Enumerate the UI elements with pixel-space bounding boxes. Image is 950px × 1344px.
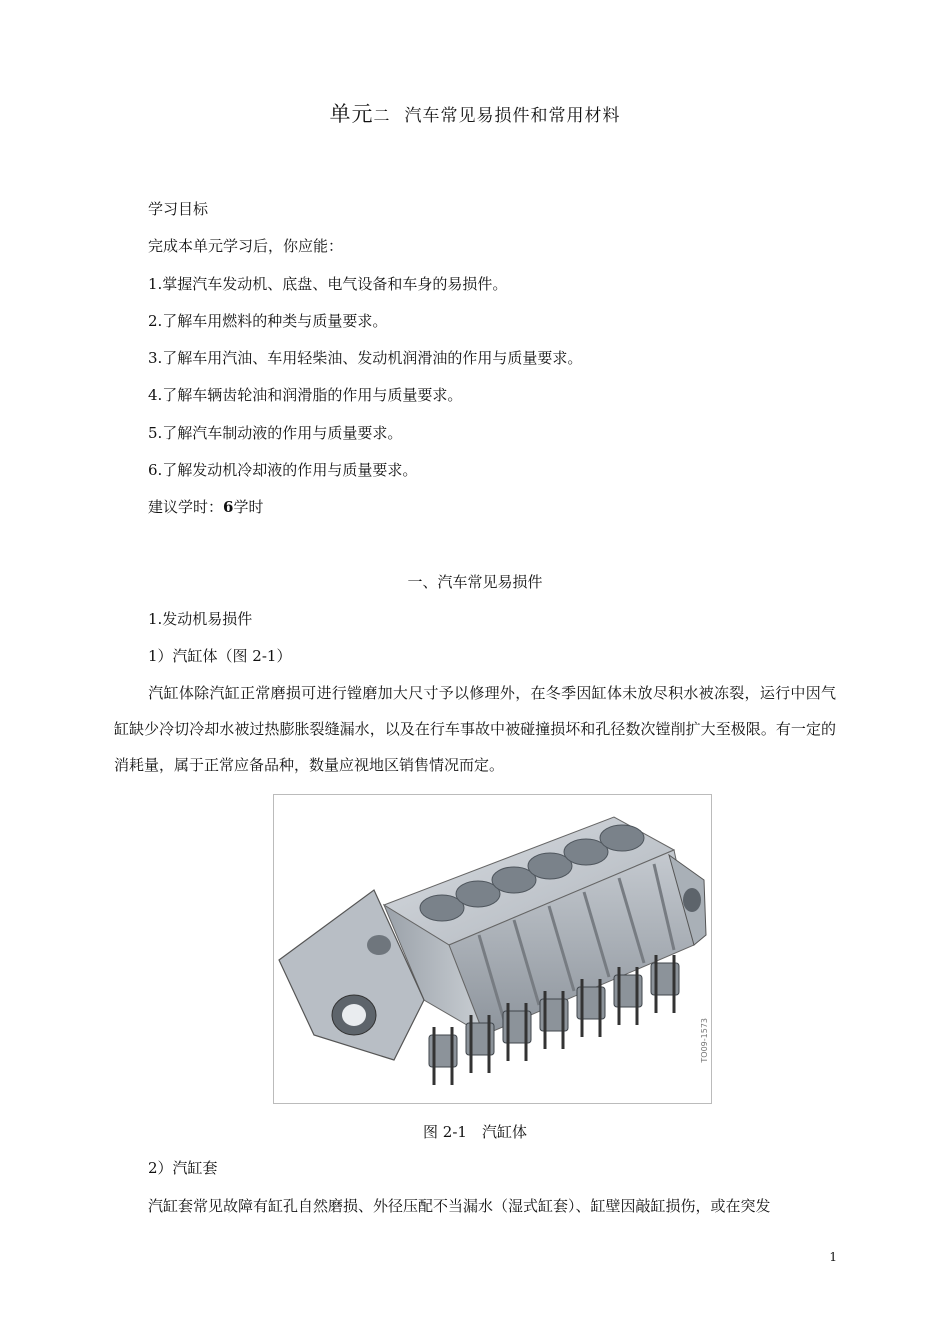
objective-item: 1.掌握汽车发动机、底盘、电气设备和车身的易损件。 — [148, 275, 508, 293]
engine-block-illustration-icon — [274, 795, 711, 1103]
item-heading: 2）汽缸套 — [148, 1159, 218, 1177]
engine-block-figure — [273, 794, 712, 1104]
paragraph — [114, 675, 836, 783]
paragraph-start: 汽缸套常见故障有缸孔自然磨损、外径压配不当漏水（湿式缸套）、缸壁因敲缸损伤，或在突发 — [148, 1197, 771, 1215]
figure-code: TO09-1573 — [700, 1018, 709, 1063]
hours-label: 建议学时： — [148, 498, 224, 516]
objective-item: 3.了解车用汽油、车用轻柴油、发动机润滑油的作用与质量要求。 — [148, 349, 583, 367]
unit-title-text: 汽车常见易损件和常用材料 — [404, 106, 621, 126]
objective-item: 5.了解汽车制动液的作用与质量要求。 — [148, 424, 403, 442]
hours-value: 6 — [223, 498, 234, 516]
figure-caption: 图 2-1 汽缸体 — [423, 1123, 527, 1141]
objectives-intro: 完成本单元学习后，你应能： — [148, 237, 344, 255]
unit-title-number: 二 — [373, 106, 391, 125]
suggested-hours — [148, 497, 263, 517]
section-heading: 一、汽车常见易损件 — [407, 573, 543, 591]
objective-item: 6.了解发动机冷却液的作用与质量要求。 — [148, 461, 418, 479]
page-number: 1 — [829, 1250, 837, 1264]
objectives-heading: 学习目标 — [148, 200, 209, 218]
unit-title — [0, 98, 950, 128]
item-heading: 1）汽缸体（图 2-1） — [148, 647, 292, 665]
objective-item: 2.了解车用燃料的种类与质量要求。 — [148, 312, 388, 330]
objective-item: 4.了解车辆齿轮油和润滑脂的作用与质量要求。 — [148, 386, 463, 404]
paragraph-text: 汽缸体除汽缸正常磨损可进行镗磨加大尺寸予以修理外，在冬季因缸体未放尽积水被冻裂，运行中因气缸缺少冷切冷却水被过热膨胀裂缝漏水，以及在行车事故中被碰撞损坏和孔径数次镗削扩大至极限。有一定的消耗量，属于正常应备品种，数量应视地区销售情况而定。 — [114, 684, 836, 774]
hours-unit: 学时 — [233, 498, 264, 516]
subsection-heading: 1.发动机易损件 — [148, 610, 253, 628]
unit-title-main: 单元 — [329, 102, 374, 126]
